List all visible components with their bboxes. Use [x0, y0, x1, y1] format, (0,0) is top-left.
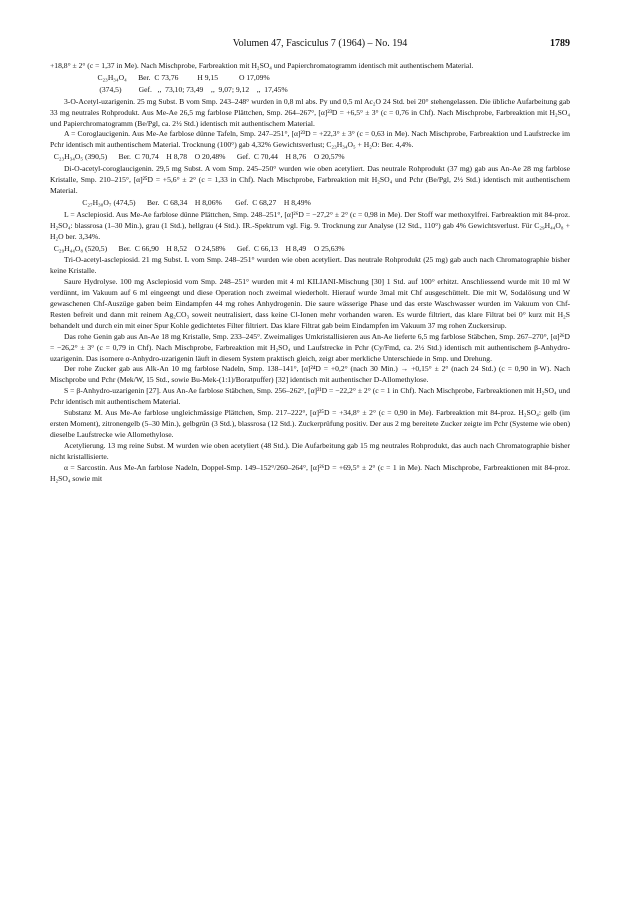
paragraph: Tri-O-acetyl-asclepiosid. 21 mg Subst. L vom Smp. 248–251° wurden wie oben acetyliert. Das neutrale Rohprodukt (25 mg) gab auch nach Chromatographie bisher keine Kristalle.: [50, 255, 570, 276]
paragraph: S = β-Anhydro-uzarigenin [27]. Aus An-Ae farblose Stäbchen, Smp. 256–262°, [α]²¹D = −22,2° ± 2° (c = 1 in Chf). Nach Mischprobe, Farbreaktionen mit H₂SO₄ und Pchr identisch mit authentischem Material.: [50, 386, 570, 407]
paragraph: L = Asclepiosid. Aus Me-Ae farblose dünne Plättchen, Smp. 248–251°, [α]²⁶D = −27,2° ± 2° (c = 0,98 in Me). Der Stoff war methoxylfrei. Farbreaktion mit 84-proz. H₂SO₄: blassrosa (1–30 Min.), grau (1 Std.), hellgrau (4 Std.). IR.-Spektrum vgl. Fig. 9. Trocknung zur Analyse (12 Std., 110°) gab 4% Gewichtsverlust. Für C₂₉H₄₄O₈ + H₂O ber. 3,34%.: [50, 209, 570, 241]
paragraph: +18,8° ± 2° (c = 1,37 in Me). Nach Mischprobe, Farbreaktion mit H₂SO₄ und Papierchromatogramm identisch mit authentischem Material.: [50, 61, 474, 70]
paragraph: Saure Hydrolyse. 100 mg Asclepiosid vom Smp. 248–251° wurden mit 4 ml KILIANI-Mischung [30] 1 Std. auf 100° erhitzt. Anschliessend wurde mit 10 ml W verdünnt, im Vakuum auf 6 ml eingeengt und diese Operation noch zweimal wiederholt. Hierauf wurde 3mal mit Chf ausgeschüttelt. Die mit W, Sodalösung und W gewaschenen Chf-Auszüge gaben beim Eindampfen 44 mg rohes Anhydrogenin. Die saure wässerige Phase und das erste Waschwasser wurden im Vakuum von Chf-Resten befreit und dann mit reinem Ag₂CO₃ soweit neutralisiert, dass keine Cl-Ionen mehr vorhanden waren. Es wurde filtriert, das klare Filtrat bei 0° kurz mit H₂S behandelt und durch ein mit einer Spur Kohle gedichtetes Filter filtriert. Das klare Filtrat gab beim Eindampfen im Vakuum 37 mg rohen Zuckersirup.: [50, 277, 570, 330]
paragraph: Substanz M. Aus Me-Ae farblose ungleichmässige Plättchen, Smp. 217–222°, [α]²⁵D = +34,8° ± 2° (c = 0,90 in Me). Farbreaktion mit 84-proz. H₂SO₄: gelb (im ersten Moment), zitronengelb (5–30 Min.), gelbgrün (3 Std.), blassrosa (12 Std.). Zuckerprüfung positiv. Der aus 2 mg bereitete Zucker zeigte im Pchr (Systeme wie oben) dieselbe Laufstrecke wie Allomethylose.: [50, 408, 570, 439]
paragraph: Das rohe Genin gab aus An-Ae 18 mg Kristalle, Smp. 233–245°. Zweimaliges Umkristallisieren aus An-Ae lieferte 6,5 mg farblose Stäbchen, Smp. 267–270°, [α]²⁶D = −26,2° ± 3° (c = 0,79 in Chf). Nach Mischprobe, Farbreaktion mit H₂SO₄ und Laufstrecke in Pchr (Cy/Fmd, ca. 2½ Std.) identisch mit authentischem β-Anhydro-uzarigenin. Das isomere α-Anhydro-uzarigenin läuft in diesem System praktisch gleich, zeigt aber merkliche Unterschiede in Smp. und Drehung.: [50, 331, 570, 363]
article-body: [50, 61, 570, 484]
analysis-line: C₂₇H₃₈O₇ (474,5) Ber. C 68,34 H 8,06% Gef. C 68,27 H 8,49%: [50, 197, 311, 207]
paragraph: α = Sarcostin. Aus Me-An farblose Nadeln, Doppel-Smp. 149–152°/260–264°, [α]²⁶D = +69,5° ± 2° (c = 1 in Me). Nach Mischprobe, Farbreaktionen mit 84-proz. H₂SO₄ sowie mit: [50, 462, 570, 483]
page-number: 1789: [550, 38, 570, 49]
paragraph: Der rohe Zucker gab aus Alk-An 10 mg farblose Nadeln, Smp. 138–141°, [α]²⁴D = +0,2° (nach 30 Min.) → +0,15° ± 2° (nach 24 Std.) (c = 0,90 in W). Nach Mischprobe und Pchr (Mek/W, 15 Std., sowie Bu-Mek-(1:1)/Boratpuffer) [32] identisch mit authentischer D-Allomethylose.: [50, 364, 570, 385]
journal-title: Volumen 47, Fasciculus 7 (1964) – No. 194: [232, 38, 408, 49]
paragraph: A = Coroglaucigenin. Aus Me-Ae farblose dünne Tafeln, Smp. 247–251°, [α]²³D = +22,3° ± 3° (c = 0,63 in Me). Nach Mischprobe, Farbreaktion und Laufstrecke im Pchr identisch mit authentischem Material. Trocknung (100°) gab 4,32% Gewichtsverlust; C₂₃H₃₄O₅ + H₂O: Ber. 4,4%.: [50, 129, 570, 150]
paragraph: Acetylierung. 13 mg reine Subst. M wurden wie oben acetyliert (48 Std.). Die Aufarbeitung gab 15 mg neutrales Rohprodukt, das auch nach Chromatographie bisher nicht kristallisierte.: [50, 440, 570, 461]
analysis-line: (374,5) Gef. ,, 73,10; 73,49 ,, 9,07; 9,12 ,, 17,45%: [50, 84, 288, 94]
analysis-line: C₂₃H₃₄O₅ (390,5) Ber. C 70,74 H 8,78 O 20,48% Gef. C 70,44 H 8,76 O 20,57%: [50, 152, 345, 162]
analysis-line: C₂₃H₃₄O₄ Ber. C 73,76 H 9,15 O 17,09%: [50, 72, 270, 82]
analysis-line: C₂₉H₄₄O₈ (520,5) Ber. C 66,90 H 8,52 O 24,58% Gef. C 66,13 H 8,49 O 25,63%: [50, 243, 345, 253]
paragraph: Di-O-acetyl-coroglaucigenin. 29,5 mg Subst. A vom Smp. 245–250° wurden wie oben acetyliert. Das neutrale Rohprodukt (37 mg) gab aus An-Ae 28 mg farblose Kristalle, Smp. 210–215°, [α]²⁵D = +5,6° ± 2° (c = 1,33 in Chf). Nach Mischprobe, Farbreaktion mit H₂SO₄ und Pchr (Be/Pgl, 2½ Std.) identisch mit authentischem Material.: [50, 164, 570, 195]
journal-page: [50, 38, 570, 484]
paragraph: 3-O-Acetyl-uzarigenin. 25 mg Subst. B vom Smp. 243–248° wurden in 0,8 ml abs. Py und 0,5 ml Ac₂O 24 Std. bei 20° stehengelassen. Die übliche Aufarbeitung gab 33 mg neutrales Rohprodukt. Aus Me-Ae 26,5 mg farblose Plättchen, Smp. 264–267°, [α]²³D = +6,5° ± 3° (c = 0,76 in Chf). Nach Mischprobe, Farbreaktion mit H₂SO₄ und Papierchromatogramm (Be/Pgl, ca. 2½ Std.) identisch mit authentischem Material.: [50, 96, 570, 128]
running-header: [50, 38, 570, 49]
